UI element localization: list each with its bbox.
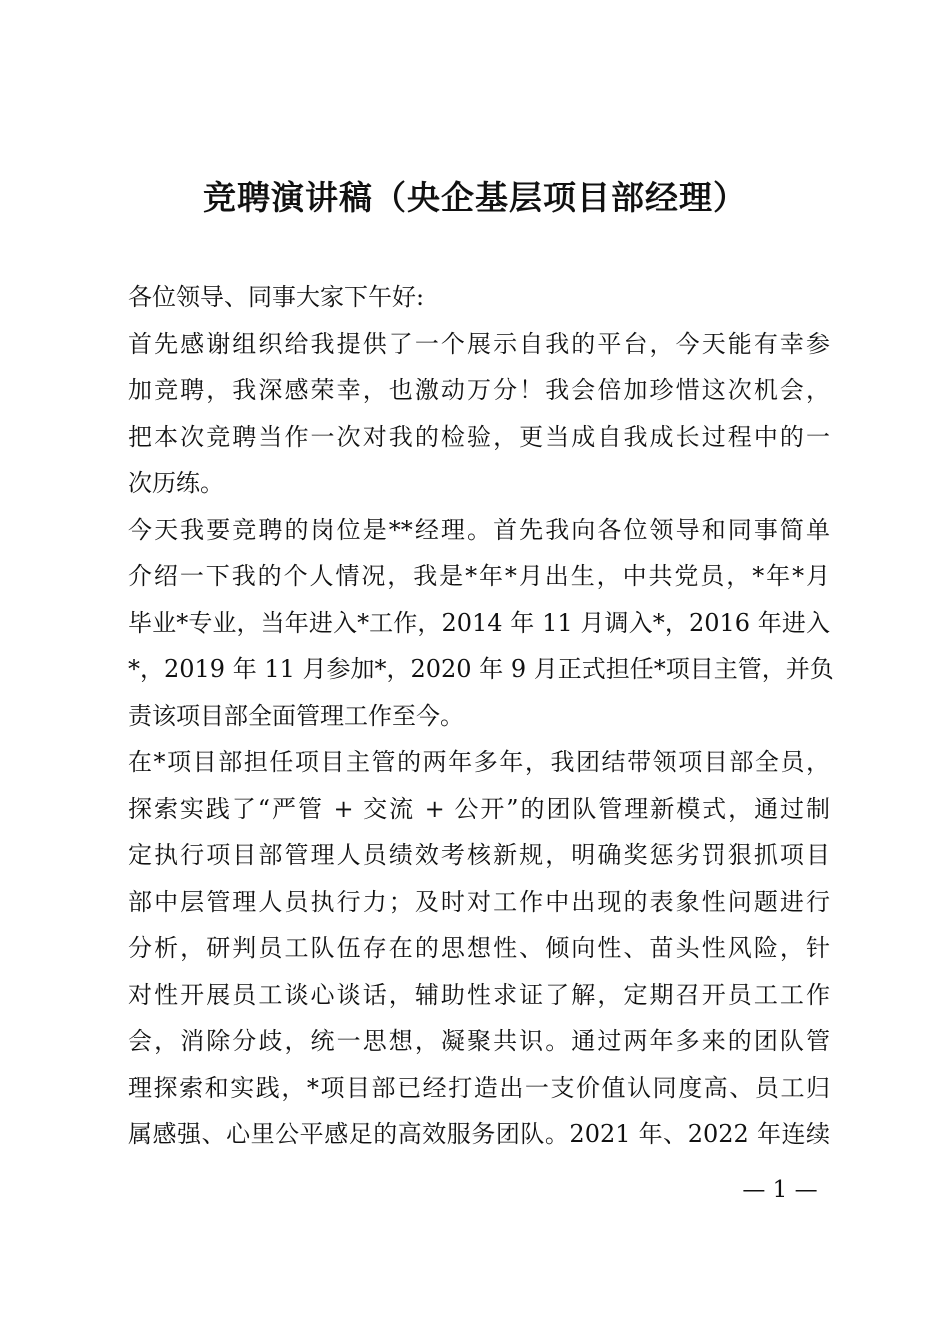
text-line: 介绍一下我的个人情况，我是*年*月出生，中共党员，*年*月 (128, 562, 830, 590)
text-line: 部中层管理人员执行力；及时对工作中出现的表象性问题进行 (128, 887, 830, 916)
text-line: 定执行项目部管理人员绩效考核新规，明确奖惩劣罚狠抓项目 (128, 841, 830, 869)
text-line: 对性开展员工谈心谈话，辅助性求证了解，定期召开员工工作 (128, 980, 830, 1009)
text-line: 会，消除分歧，统一思想，凝聚共识。通过两年多来的团队管 (128, 1027, 830, 1055)
text-line: 次历练。 (128, 469, 224, 497)
text-line: 毕业*专业，当年进入*工作，2014 年 11 月调入*，2016 年进入 (128, 608, 830, 637)
text-line: 责该项目部全面管理工作至今。 (128, 701, 464, 730)
text-line: 探索实践了“严管 + 交流 + 公开”的团队管理新模式，通过制 (128, 794, 830, 823)
document-title: 竞聘演讲稿（央企基层项目部经理） (203, 178, 747, 217)
paragraph-thanks (128, 321, 830, 507)
text-line: 把本次竞聘当作一次对我的检验，更当成自我成长过程中的一 (128, 422, 830, 451)
paragraph-introduction (128, 507, 834, 740)
text-line: 属感强、心里公平感足的高效服务团队。2021 年、2022 年连续 (128, 1120, 830, 1148)
text-line: 各位领导、同事大家下午好: (128, 283, 425, 311)
paragraph-greeting (128, 274, 830, 321)
text-line: 首先感谢组织给我提供了一个展示自我的平台，今天能有幸参 (128, 329, 830, 358)
text-line: 理探索和实践，*项目部已经打造出一支价值认同度高、员工归 (128, 1073, 830, 1102)
text-line: 今天我要竞聘的岗位是**经理。首先我向各位领导和同事简单 (128, 515, 830, 544)
document-body (128, 274, 834, 1158)
text-line: 在*项目部担任项目主管的两年多年，我团结带领项目部全员， (128, 748, 830, 776)
text-line: 加竞聘，我深感荣幸，也激动万分！我会倍加珍惜这次机会， (128, 376, 830, 404)
text-line: *，2019 年 11 月参加*，2020 年 9 月正式担任*项目主管，并负 (128, 655, 834, 683)
page-number: — 1 — (742, 1177, 818, 1203)
paragraph-experience (128, 739, 830, 1158)
text-line: 分析，研判员工队伍存在的思想性、倾向性、苗头性风险，针 (128, 934, 830, 962)
